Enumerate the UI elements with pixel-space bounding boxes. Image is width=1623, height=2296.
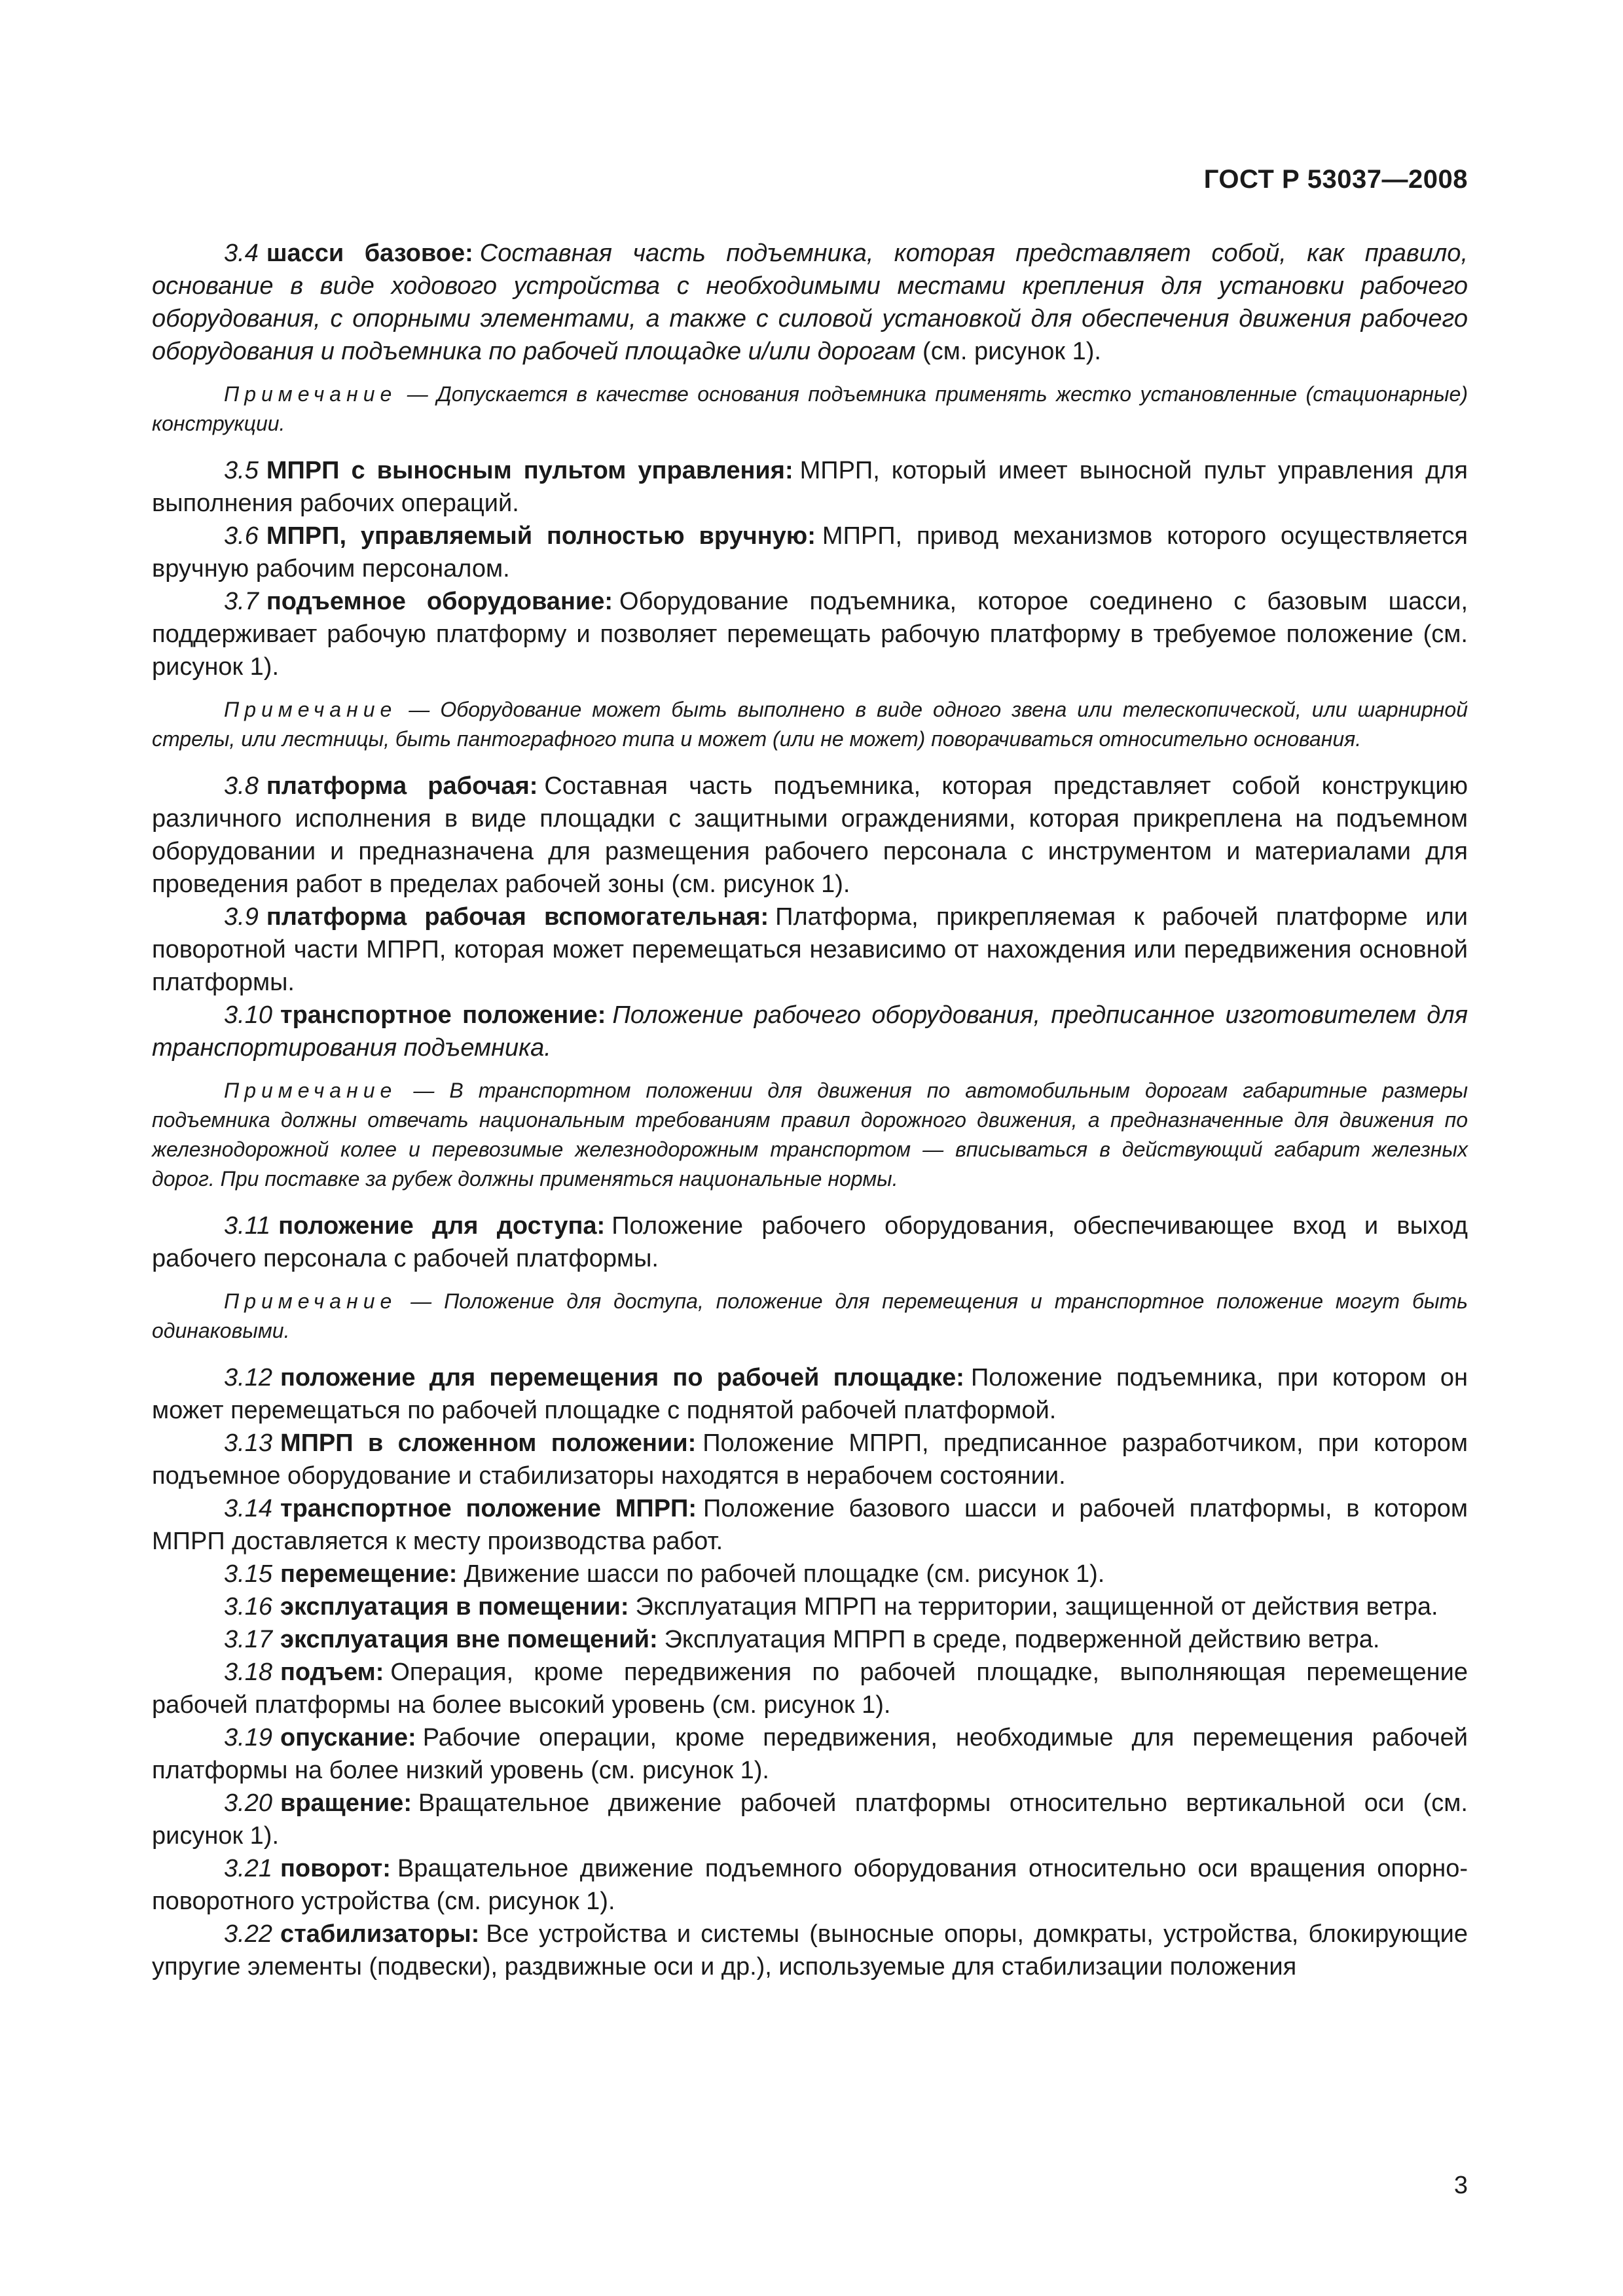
term-name: опускание: — [280, 1724, 416, 1751]
note-paragraph — [152, 695, 1468, 754]
document-code: ГОСТ Р 53037—2008 — [1203, 165, 1468, 194]
term-name: поворот: — [280, 1855, 391, 1882]
term-entry — [152, 520, 1468, 585]
term-name: МПРП с выносным пультом управления: — [266, 457, 793, 484]
term-name: перемещение: — [280, 1560, 458, 1588]
term-number: 3.8 — [224, 772, 259, 800]
term-definition: МПРП, который имеет выносной пульт управления для выполнения рабочих операций. — [152, 457, 1468, 517]
term-name: транспортное положение: — [280, 1001, 606, 1029]
note-label: Примечание — [224, 382, 397, 406]
page-number: 3 — [1453, 2172, 1468, 2199]
term-entry — [152, 1361, 1468, 1427]
term-number: 3.13 — [224, 1429, 272, 1457]
note-text: — Положение для доступа, положение для перемещения и транспортное положение могут быть одинаковыми. — [152, 1289, 1468, 1342]
term-number: 3.21 — [224, 1855, 272, 1882]
term-number: 3.18 — [224, 1659, 272, 1686]
term-entry — [152, 1787, 1468, 1852]
term-definition: Положение базового шасси и рабочей платформы, в котором МПРП доставляется к месту производства работ. — [152, 1495, 1468, 1555]
term-entry — [152, 1721, 1468, 1787]
term-name: эксплуатация в помещении: — [280, 1593, 629, 1621]
term-definition: Оборудование подъемника, которое соединено с базовым шасси, поддерживает рабочую платформу и позволяет перемещать рабочую платформу в требуемое положение (см. рисунок 1). — [152, 588, 1468, 681]
term-name: вращение: — [280, 1789, 412, 1817]
note-label: Примечание — [224, 698, 397, 721]
term-number: 3.9 — [224, 903, 259, 931]
term-entry — [152, 1656, 1468, 1721]
term-definition: Операция, кроме передвижения по рабочей площадке, выполняющая перемещение рабочей платформы на более высокий уровень (см. рисунок 1). — [152, 1659, 1468, 1719]
term-entry — [152, 1427, 1468, 1492]
note-paragraph — [152, 1287, 1468, 1346]
term-definition: Вращательное движение подъемного оборудования относительно оси вращения опорно-поворотного устройства (см. рисунок 1). — [152, 1855, 1468, 1915]
term-entry — [152, 1210, 1468, 1275]
term-number: 3.15 — [224, 1560, 272, 1588]
term-number: 3.17 — [224, 1626, 272, 1653]
term-name: шасси базовое: — [266, 240, 473, 267]
term-number: 3.5 — [224, 457, 259, 484]
document-page — [152, 0, 1468, 2296]
term-name: транспортное положение МПРП: — [280, 1495, 697, 1522]
term-definition: Платформа, прикрепляемая к рабочей платформе или поворотной части МПРП, которая может перемещаться независимо от нахождения или передвижения основной платформы. — [152, 903, 1468, 996]
term-definition: Положение рабочего оборудования, предписанное изготовителем для транспортирования подъемника. — [152, 1001, 1468, 1062]
term-definition: Положение подъемника, при котором он может перемещаться по рабочей площадке с поднятой рабочей платформой. — [152, 1364, 1468, 1424]
term-entry — [152, 1558, 1468, 1590]
term-entry — [152, 1492, 1468, 1558]
note-text: — В транспортном положении для движения по автомобильным дорогам габаритные размеры подъемника должны отвечать национальным требованиям правил дорожного движения, а предназначенные для движения по железнодорожной колее и перевозимые железнодорожным транспортом — вписываться в действующий габарит железных дорог. При поставке за рубеж должны применяться национальные нормы. — [152, 1079, 1468, 1191]
term-entry — [152, 999, 1468, 1064]
term-number: 3.12 — [224, 1364, 272, 1391]
term-entry — [152, 237, 1468, 368]
note-paragraph — [152, 1076, 1468, 1194]
term-number: 3.16 — [224, 1593, 272, 1621]
term-number: 3.14 — [224, 1495, 272, 1522]
terms-list — [152, 237, 1468, 1983]
note-text: — Оборудование может быть выполнено в виде одного звена или телескопической, или шарнирной стрелы, или лестницы, быть пантографного типа и может (или не может) поворачиваться относительно основания. — [152, 698, 1468, 751]
term-entry — [152, 1852, 1468, 1918]
term-entry — [152, 901, 1468, 999]
term-definition: Вращательное движение рабочей платформы относительно вертикальной оси (см. рисунок 1). — [152, 1789, 1468, 1850]
term-entry — [152, 1918, 1468, 1983]
term-definition: Рабочие операции, кроме передвижения, необходимые для перемещения рабочей платформы на более низкий уровень (см. рисунок 1). — [152, 1724, 1468, 1784]
note-label: Примечание — [224, 1289, 397, 1313]
term-number: 3.11 — [224, 1212, 271, 1240]
term-entry — [152, 585, 1468, 683]
term-definition: Эксплуатация МПРП на территории, защищенной от действия ветра. — [635, 1593, 1438, 1621]
term-entry — [152, 1623, 1468, 1656]
term-name: положение для доступа: — [278, 1212, 606, 1240]
term-number: 3.4 — [224, 240, 259, 267]
term-definition: Все устройства и системы (выносные опоры, домкраты, устройства, блокирующие упругие элементы (подвески), раздвижные оси и др.), используемые для стабилизации положения — [152, 1920, 1468, 1981]
term-definition: Составная часть подъемника, которая представляет собой конструкцию различного исполнения в виде площадки с защитными ограждениями, которая прикреплена на подъемном оборудовании и предназначена для размещения рабочего персонала с инструментом и материалами для проведения работ в пределах рабочей зоны (см. рисунок 1). — [152, 772, 1468, 898]
term-number: 3.10 — [224, 1001, 272, 1029]
term-name: положение для перемещения по рабочей площадке: — [280, 1364, 964, 1391]
term-name: МПРП, управляемый полностью вручную: — [266, 522, 816, 550]
term-definition: Движение шасси по рабочей площадке (см. рисунок 1). — [464, 1560, 1105, 1588]
term-name: подъем: — [280, 1659, 384, 1686]
term-definition: Составная часть подъемника, которая представляет собой, как правило, основание в виде ходового устройства с необходимыми местами крепления для установки рабочего оборудования, с опорными элементами, а также с силовой установкой для обеспечения движения рабочего оборудования и подъемника по рабочей площадке и/или дорогам — [152, 240, 1468, 365]
term-definition: Положение МПРП, предписанное разработчиком, при котором подъемное оборудование и стабилизаторы находятся в нерабочем состоянии. — [152, 1429, 1468, 1490]
term-name: платформа рабочая: — [266, 772, 538, 800]
term-name: платформа рабочая вспомогательная: — [266, 903, 769, 931]
term-number: 3.7 — [224, 588, 259, 615]
term-definition: МПРП, привод механизмов которого осуществляется вручную рабочим персоналом. — [152, 522, 1468, 583]
term-definition: Положение рабочего оборудования, обеспечивающее вход и выход рабочего персонала с рабочей платформы. — [152, 1212, 1468, 1272]
term-name: стабилизаторы: — [280, 1920, 480, 1948]
term-reference: (см. рисунок 1). — [915, 338, 1101, 365]
note-label: Примечание — [224, 1079, 397, 1102]
term-name: подъемное оборудование: — [266, 588, 613, 615]
term-number: 3.6 — [224, 522, 259, 550]
note-text: — Допускается в качестве основания подъемника применять жестко установленные (стационарные) конструкции. — [152, 382, 1468, 435]
term-number: 3.20 — [224, 1789, 272, 1817]
term-name: эксплуатация вне помещений: — [280, 1626, 658, 1653]
term-number: 3.22 — [224, 1920, 272, 1948]
term-name: МПРП в сложенном положении: — [280, 1429, 697, 1457]
term-entry — [152, 770, 1468, 901]
term-entry — [152, 1590, 1468, 1623]
term-definition: Эксплуатация МПРП в среде, подверженной действию ветра. — [664, 1626, 1380, 1653]
term-entry — [152, 454, 1468, 520]
note-paragraph — [152, 380, 1468, 439]
term-number: 3.19 — [224, 1724, 272, 1751]
